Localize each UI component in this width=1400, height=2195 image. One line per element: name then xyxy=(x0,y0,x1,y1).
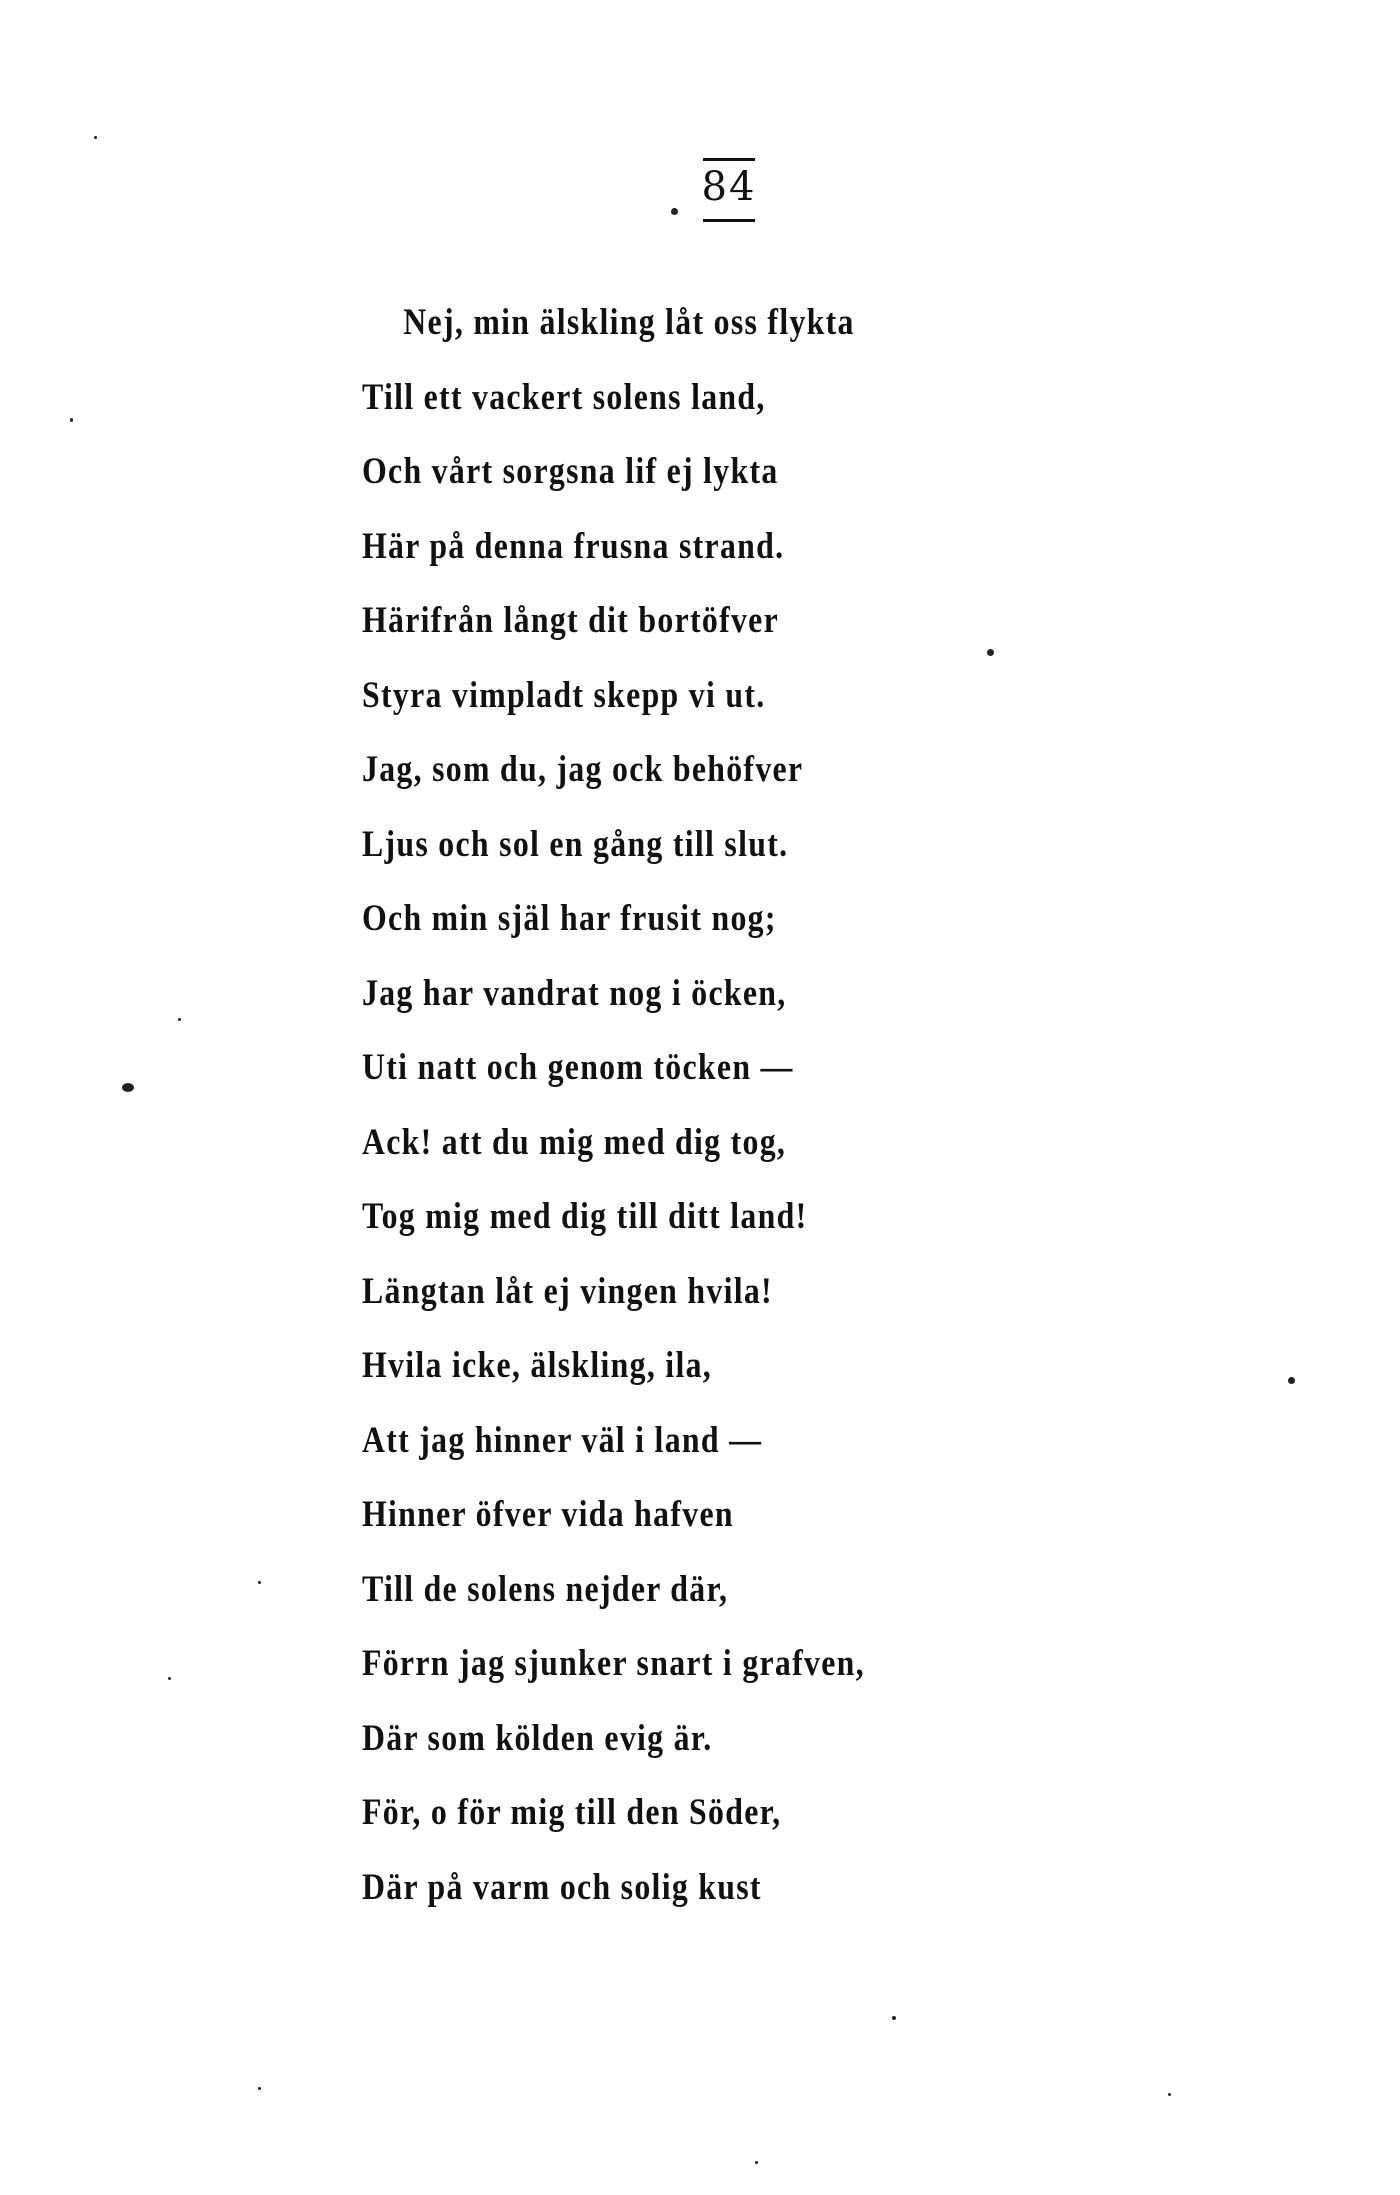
poem-line: Uti natt och genom töcken — xyxy=(362,1047,794,1088)
poem-line: Där som kölden evig är. xyxy=(362,1717,713,1759)
scan-speck xyxy=(258,1581,261,1584)
scan-speck xyxy=(892,2016,896,2020)
poem-line: Och vårt sorgsna lif ej lykta xyxy=(362,451,779,492)
scan-speck xyxy=(671,208,678,215)
scan-speck xyxy=(168,1677,171,1680)
scan-speck xyxy=(987,649,994,656)
poem-line: Till ett vackert solens land, xyxy=(362,376,766,418)
scan-speck xyxy=(1168,2093,1171,2096)
poem-line: Förrn jag sjunker snart i grafven, xyxy=(362,1643,865,1684)
poem-line: Till de solens nejder där, xyxy=(362,1568,729,1610)
poem-line: Ljus och sol en gång till slut. xyxy=(362,823,789,865)
poem-line: Hvila icke, älskling, ila, xyxy=(362,1345,713,1386)
poem-line: För, o för mig till den Söder, xyxy=(362,1792,782,1833)
poem-line: Längtan låt ej vingen hvila! xyxy=(362,1270,773,1312)
scan-speck xyxy=(122,1083,134,1092)
poem-line: Härifrån långt dit bortöfver xyxy=(362,600,780,641)
poem-line: Tog mig med dig till ditt land! xyxy=(362,1196,808,1237)
poem-line: Jag, som du, jag ock behöfver xyxy=(362,749,804,790)
poem-line: Hinner öfver vida hafven xyxy=(362,1494,734,1535)
poem-text xyxy=(362,286,1082,1925)
scan-speck xyxy=(258,2087,261,2090)
scan-speck xyxy=(178,1018,181,1021)
scan-speck xyxy=(755,2161,758,2164)
poem-line: Här på denna frusna strand. xyxy=(362,525,785,567)
scan-speck xyxy=(94,136,97,139)
poem-line: Nej, min älskling låt oss flykta xyxy=(403,302,855,343)
page-number-rule-bottom xyxy=(703,219,755,222)
page-number: 84 xyxy=(701,164,757,210)
scan-speck xyxy=(1288,1377,1295,1384)
poem-line: Och min själ har frusit nog; xyxy=(362,898,777,939)
poem-line: Ack! att du mig med dig tog, xyxy=(362,1121,787,1163)
poem-line: Styra vimpladt skepp vi ut. xyxy=(362,674,766,716)
poem-line: Jag har vandrat nog i öcken, xyxy=(362,972,787,1014)
scan-speck xyxy=(70,418,73,422)
page-header xyxy=(698,158,760,222)
poem-line: Att jag hinner väl i land — xyxy=(362,1419,763,1461)
poem-line: Där på varm och solig kust xyxy=(362,1866,762,1908)
